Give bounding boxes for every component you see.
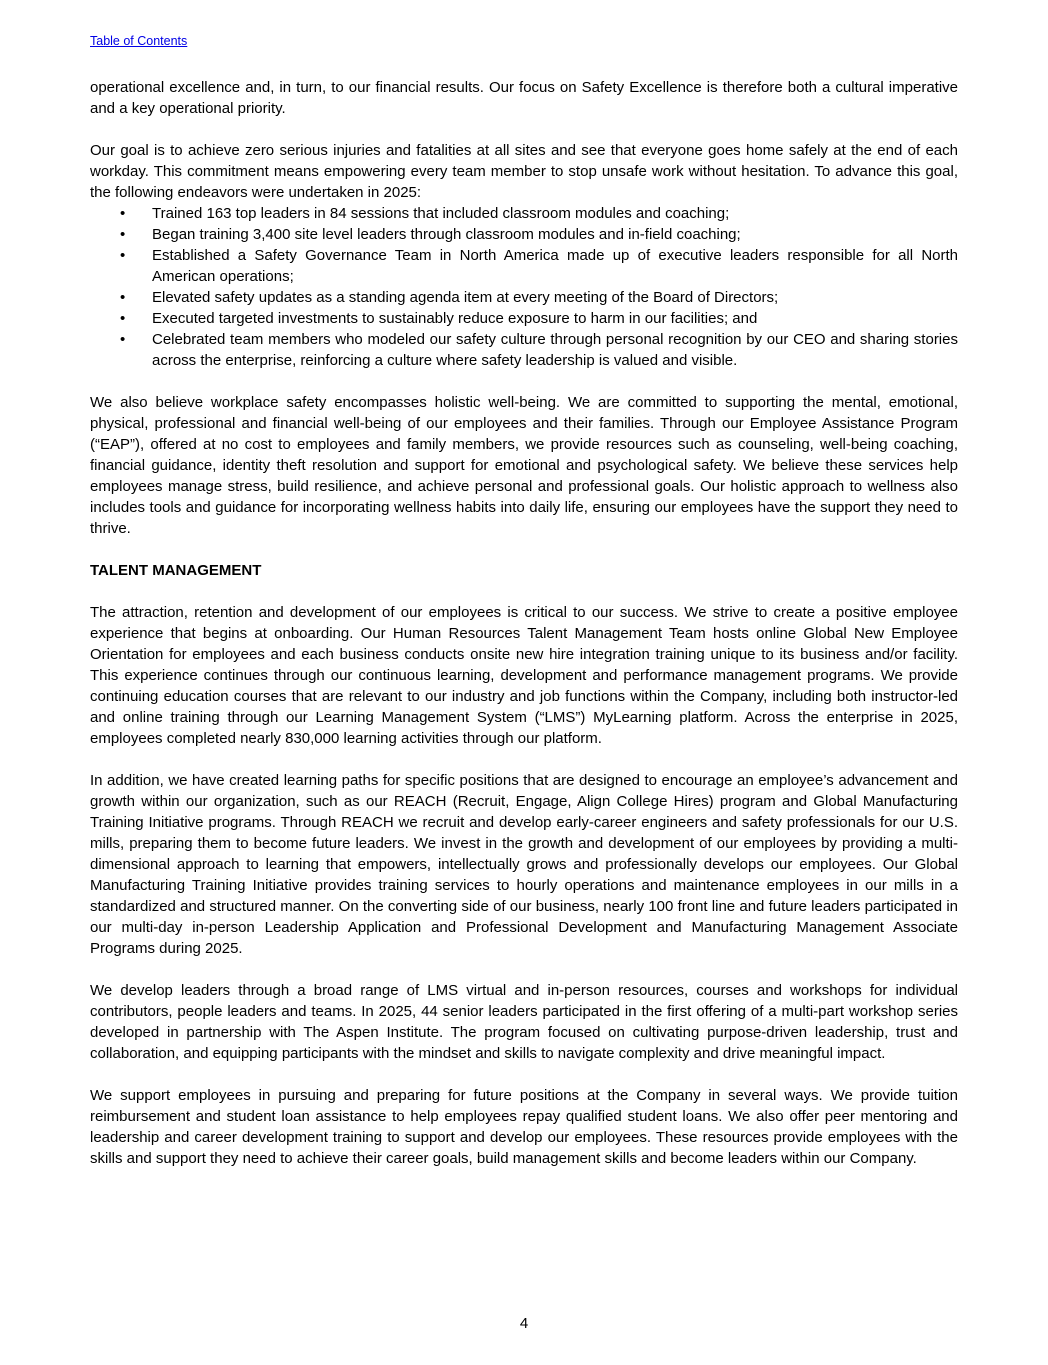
- bullet-text: Trained 163 top leaders in 84 sessions that included classroom modules and coaching;: [152, 205, 730, 222]
- bullet-text: Celebrated team members who modeled our safety culture through personal recognition by our CEO and sharing stories across the enterprise, reinforcing a culture where safety leadership is valued and visible.: [152, 331, 958, 369]
- paragraph-talent-intro: The attraction, retention and development of our employees is critical to our success. We strive to create a positive employee experience that begins at onboarding. Our Human Resources Talent Management Team hosts online Global New Employee Orientation for employees and each business conducts onsite new hire integration training unique to its business and/or facility. This experience continues through our continuous learning, development and performance management programs. We provide continuing education courses that are relevant to our industry and job functions within the Company, including both instructor-led and online training through our Learning Management System (“LMS”) MyLearning platform. Across the enterprise in 2025, employees completed nearly 830,000 learning activities through our platform.: [90, 604, 958, 747]
- bullet-marker: •: [120, 226, 126, 243]
- paragraph-safety-intro: operational excellence and, in turn, to our financial results. Our focus on Safety Excellence is therefore both a cultural imperative and a key operational priority.: [90, 79, 958, 117]
- bullet-text: Established a Safety Governance Team in North America made up of executive leaders responsible for all North American operations;: [152, 247, 958, 285]
- bullet-marker: •: [120, 310, 126, 327]
- table-of-contents-link[interactable]: Table of Contents: [90, 34, 188, 48]
- bullet-text: Elevated safety updates as a standing agenda item at every meeting of the Board of Directors;: [152, 289, 779, 306]
- paragraph-employee-support: We support employees in pursuing and preparing for future positions at the Company in several ways. We provide tuition reimbursement and student loan assistance to help employees repay qualified student loans. We also offer peer mentoring and leadership and career development training to support and develop our employees. These resources provide employees with the skills and support they need to achieve their career goals, build management skills and become leaders within our Company.: [90, 1087, 958, 1167]
- bullet-text: Began training 3,400 site level leaders through classroom modules and in-field coaching;: [152, 226, 741, 243]
- paragraph-leadership-development: We develop leaders through a broad range of LMS virtual and in-person resources, courses and workshops for individual contributors, people leaders and teams. In 2025, 44 senior leaders participated in the first offering of a multi-part workshop series developed in partnership with The Aspen Institute. The program focused on cultivating purpose-driven leadership, trust and collaboration, and equipping participants with the mindset and skills to navigate complexity and drive meaningful impact.: [90, 982, 958, 1062]
- bullet-text: Executed targeted investments to sustainably reduce exposure to harm in our facilities; and: [152, 310, 758, 327]
- bullet-marker: •: [120, 247, 126, 264]
- bullet-marker: •: [120, 331, 126, 348]
- document-body: [90, 77, 958, 1169]
- list-item: [90, 308, 958, 329]
- paragraph-learning-paths: In addition, we have created learning paths for specific positions that are designed to encourage an employee’s advancement and growth within our organization, such as our REACH (Recruit, Engage, Align College Hires) program and Global Manufacturing Training Initiative programs. Through REACH we recruit and develop early-career engineers and safety professionals for our U.S. mills, preparing them to become future leaders. We invest in the growth and development of our employees by providing a multi-dimensional approach to learning that empowers, intellectually grows and professionally develops our employees. Our Global Manufacturing Training Initiative provides training services to hourly operations and maintenance employees in our mills in a standardized and structured manner. On the converting side of our business, nearly 100 front line and future leaders participated in our multi-day in-person Leadership Application and Professional Development and Manufacturing Management Associate Programs during 2025.: [90, 772, 958, 957]
- safety-endeavors-list: [90, 203, 958, 371]
- paragraph-wellbeing: We also believe workplace safety encompasses holistic well-being. We are committed to supporting the mental, emotional, physical, professional and financial well-being of our employees and their families. Through our Employee Assistance Program (“EAP”), offered at no cost to employees and family members, we provide resources such as counseling, well-being coaching, financial guidance, identity theft resolution and support for emotional and psychological safety. We believe these services help employees manage stress, build resilience, and achieve personal and professional goals. Our holistic approach to wellness also includes tools and guidance for incorporating wellness habits into daily life, ensuring our employees have the support they need to thrive.: [90, 394, 958, 537]
- list-item: [90, 224, 958, 245]
- list-item: [90, 287, 958, 308]
- bullet-marker: •: [120, 205, 126, 222]
- page-number: 4: [519, 1315, 529, 1332]
- bullet-marker: •: [120, 289, 126, 306]
- list-item: [90, 203, 958, 224]
- paragraph-safety-goal: Our goal is to achieve zero serious injuries and fatalities at all sites and see that everyone goes home safely at the end of each workday. This commitment means empowering every team member to stop unsafe work without hesitation. To advance this goal, the following endeavors were undertaken in 2025:: [90, 142, 958, 201]
- section-heading-talent-management: TALENT MANAGEMENT: [90, 562, 262, 579]
- list-item: [90, 329, 958, 371]
- list-item: [90, 245, 958, 287]
